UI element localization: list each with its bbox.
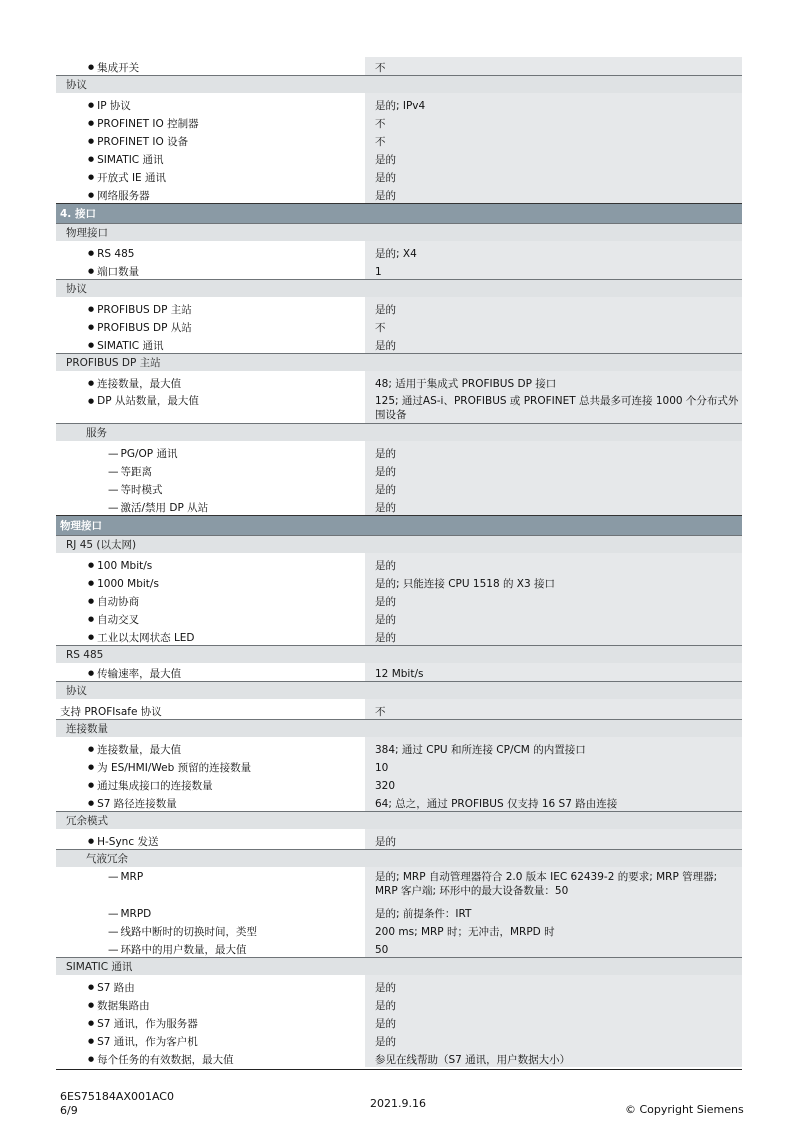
group-header — [56, 811, 742, 829]
spec-value: 12 Mbit/s — [365, 663, 742, 681]
spec-value: 384; 通过 CPU 和所连接 CP/CM 的内置接口 — [365, 737, 742, 757]
spec-label: ● 通过集成接口的连接数量 — [56, 775, 365, 793]
footer-date: 2021.9.16 — [370, 1097, 426, 1110]
spec-label: ● 集成开关 — [56, 57, 365, 75]
group-title: 冗余模式 — [66, 814, 108, 827]
group-title: 服务 — [86, 426, 107, 439]
spec-row — [56, 391, 742, 423]
spec-row — [56, 995, 742, 1013]
spec-label: ● 传输速率，最大值 — [56, 663, 365, 681]
spec-value: 不 — [365, 317, 742, 335]
spec-label: — MRP — [56, 867, 365, 903]
spec-row — [56, 663, 742, 681]
group-header — [56, 423, 742, 441]
spec-row — [56, 1013, 742, 1031]
spec-row — [56, 93, 742, 113]
spec-value: 是的; 前提条件：IRT — [365, 903, 742, 921]
spec-value: 是的 — [365, 335, 742, 353]
spec-value: 是的 — [365, 627, 742, 645]
group-title: RS 485 — [66, 648, 104, 661]
spec-row — [56, 149, 742, 167]
spec-label: ● 工业以太网状态 LED — [56, 627, 365, 645]
spec-value: 是的 — [365, 1013, 742, 1031]
spec-value: 64; 总之，通过 PROFIBUS 仅支持 16 S7 路由连接 — [365, 793, 742, 811]
spec-label: ● IP 协议 — [56, 93, 365, 113]
spec-value: 48; 适用于集成式 PROFIBUS DP 接口 — [365, 371, 742, 391]
spec-row — [56, 131, 742, 149]
spec-row — [56, 461, 742, 479]
spec-label: — MRPD — [56, 903, 365, 921]
spec-row — [56, 775, 742, 793]
spec-value: 是的; MRP 自动管理器符合 2.0 版本 IEC 62439-2 的要求; MRP 管理器; MRP 客户端; 环形中的最大设备数量：50 — [365, 867, 742, 903]
spec-value: 50 — [365, 939, 742, 957]
spec-value: 125; 通过AS-i、PROFIBUS 或 PROFINET 总共最多可连接 1000 个分布式外围设备 — [365, 391, 742, 423]
spec-row — [56, 371, 742, 391]
group-header — [56, 681, 742, 699]
spec-label: ● 端口数量 — [56, 261, 365, 279]
spec-value: 1 — [365, 261, 742, 279]
group-title: PROFIBUS DP 主站 — [66, 356, 161, 369]
spec-value: 是的 — [365, 975, 742, 995]
group-title: 气液冗余 — [86, 852, 128, 865]
spec-row — [56, 1049, 742, 1067]
group-header — [56, 279, 742, 297]
spec-label: ● 连接数量，最大值 — [56, 737, 365, 757]
spec-value: 10 — [365, 757, 742, 775]
spec-table — [56, 57, 742, 1067]
spec-value: 不 — [365, 113, 742, 131]
group-title: 物理接口 — [66, 226, 108, 239]
spec-label: ● S7 通讯，作为客户机 — [56, 1031, 365, 1049]
spec-row — [56, 335, 742, 353]
spec-row — [56, 553, 742, 573]
spec-row — [56, 609, 742, 627]
spec-row — [56, 903, 742, 921]
spec-label: ● 开放式 IE 通讯 — [56, 167, 365, 185]
spec-value: 是的; IPv4 — [365, 93, 742, 113]
spec-value: 是的 — [365, 829, 742, 849]
spec-value: 是的 — [365, 149, 742, 167]
spec-value: 是的 — [365, 297, 742, 317]
spec-row — [56, 261, 742, 279]
group-header — [56, 535, 742, 553]
spec-value: 是的 — [365, 553, 742, 573]
spec-row — [56, 829, 742, 849]
footer-doc-id: 6ES75184AX001AC0 — [60, 1090, 174, 1103]
spec-row — [56, 441, 742, 461]
spec-row — [56, 297, 742, 317]
spec-row — [56, 185, 742, 203]
spec-row — [56, 867, 742, 903]
spec-label: — 环路中的用户数量，最大值 — [56, 939, 365, 957]
group-title: 协议 — [66, 282, 87, 295]
section-header — [56, 515, 742, 535]
spec-label: — 激活/禁用 DP 从站 — [56, 497, 365, 515]
spec-label: 支持 PROFIsafe 协议 — [60, 706, 162, 718]
spec-label: ● 数据集路由 — [56, 995, 365, 1013]
group-header — [56, 75, 742, 93]
group-title: 协议 — [66, 684, 87, 697]
spec-label: ● PROFINET IO 控制器 — [56, 113, 365, 131]
spec-row — [56, 737, 742, 757]
spec-label: ● S7 路由 — [56, 975, 365, 995]
spec-value: 是的 — [365, 441, 742, 461]
spec-row — [56, 939, 742, 957]
spec-label: ● PROFIBUS DP 主站 — [56, 297, 365, 317]
group-title: SIMATIC 通讯 — [66, 960, 133, 973]
spec-row — [56, 793, 742, 811]
spec-row — [56, 317, 742, 335]
spec-value: 是的 — [365, 609, 742, 627]
spec-value: 不 — [365, 131, 742, 149]
group-header — [56, 645, 742, 663]
spec-row — [56, 57, 742, 75]
group-header — [56, 849, 742, 867]
spec-row — [56, 113, 742, 131]
group-title: 协议 — [66, 78, 87, 91]
spec-value: 是的 — [365, 591, 742, 609]
group-header — [56, 353, 742, 371]
spec-row — [56, 241, 742, 261]
spec-value: 是的 — [365, 497, 742, 515]
spec-label: ● PROFIBUS DP 从站 — [56, 317, 365, 335]
footer-page-number: 6/9 — [60, 1104, 78, 1117]
spec-row — [56, 699, 742, 719]
spec-label: ● 连接数量，最大值 — [56, 371, 365, 391]
spec-label: ● SIMATIC 通讯 — [56, 335, 365, 353]
spec-label: ● RS 485 — [56, 241, 365, 261]
section-title: 4. 接口 — [60, 208, 96, 220]
group-title: RJ 45 (以太网) — [66, 538, 137, 551]
spec-row — [56, 573, 742, 591]
group-header — [56, 223, 742, 241]
spec-value: 参见在线帮助（S7 通讯，用户数据大小） — [365, 1049, 742, 1067]
spec-row — [56, 591, 742, 609]
spec-value: 不 — [365, 57, 742, 75]
spec-label: ● 自动交叉 — [56, 609, 365, 627]
group-header — [56, 957, 742, 975]
spec-value: 200 ms; MRP 时；无冲击，MRPD 时 — [365, 921, 742, 939]
spec-label: — 等距离 — [56, 461, 365, 479]
spec-row — [56, 479, 742, 497]
spec-value: 320 — [365, 775, 742, 793]
group-title: 连接数量 — [66, 722, 108, 735]
spec-value: 是的 — [365, 185, 742, 203]
spec-value: 是的 — [365, 167, 742, 185]
spec-value: 是的 — [365, 995, 742, 1013]
spec-row — [56, 921, 742, 939]
section-title: 物理接口 — [60, 520, 102, 532]
spec-row — [56, 497, 742, 515]
spec-label: ● 每个任务的有效数据，最大值 — [56, 1049, 365, 1067]
spec-label: ● 1000 Mbit/s — [56, 573, 365, 591]
spec-label: ● SIMATIC 通讯 — [56, 149, 365, 167]
spec-label: — PG/OP 通讯 — [56, 441, 365, 461]
spec-row — [56, 757, 742, 775]
spec-label: ● 为 ES/HMI/Web 预留的连接数量 — [56, 757, 365, 775]
spec-value: 是的 — [365, 461, 742, 479]
spec-label: — 等时模式 — [56, 479, 365, 497]
spec-label: ● 100 Mbit/s — [56, 553, 365, 573]
spec-label: ● 网络服务器 — [56, 185, 365, 203]
spec-value: 不 — [365, 699, 742, 719]
section-header — [56, 203, 742, 223]
spec-row — [56, 975, 742, 995]
spec-value: 是的 — [365, 1031, 742, 1049]
footer-copyright: © Copyright Siemens — [625, 1103, 744, 1116]
spec-value: 是的 — [365, 479, 742, 497]
spec-label: ● 自动协商 — [56, 591, 365, 609]
spec-row — [56, 167, 742, 185]
spec-label: ● S7 路径连接数量 — [56, 793, 365, 811]
spec-label: ● PROFINET IO 设备 — [56, 131, 365, 149]
spec-label: ● S7 通讯，作为服务器 — [56, 1013, 365, 1031]
spec-row — [56, 627, 742, 645]
group-header — [56, 719, 742, 737]
footer-rule — [56, 1069, 742, 1070]
spec-label: ● H-Sync 发送 — [56, 829, 365, 849]
spec-value: 是的; X4 — [365, 241, 742, 261]
spec-label: — 线路中断时的切换时间，类型 — [56, 921, 365, 939]
spec-label: ● DP 从站数量，最大值 — [56, 391, 365, 423]
spec-row — [56, 1031, 742, 1049]
spec-value: 是的; 只能连接 CPU 1518 的 X3 接口 — [365, 573, 742, 591]
